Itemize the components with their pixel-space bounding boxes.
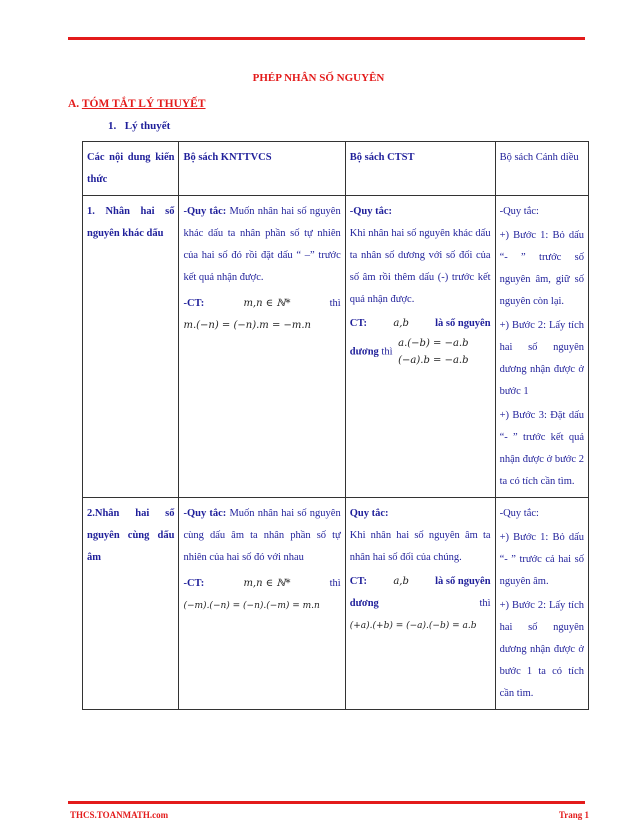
- ct-vars: a,b: [393, 576, 409, 587]
- kntt-ct-line: [183, 293, 340, 315]
- canhdieu-line: +) Bước 2: Lấy tích hai số nguyên dương nhận được ở bước 1 ta có tích cần tìm.: [499, 600, 584, 699]
- ctst-rule-label: -Quy tắc:: [349, 206, 393, 217]
- ctst-formula-line: [350, 335, 491, 369]
- header-canhdieu: Bộ sách Cánh diều: [495, 142, 588, 196]
- topic-cell: 1. Nhân hai số nguyên khác dấu: [83, 196, 179, 498]
- ct-vars: a,b: [393, 318, 409, 329]
- section-prefix: A.: [68, 98, 82, 110]
- canhdieu-line: +) Bước 3: Đặt dấu “- ” trước kết quả nhận được ở bước 2 ta có tích cần tìm.: [499, 410, 584, 487]
- ct-formula-1: a.(−b) = −a.b: [398, 338, 469, 349]
- canhdieu-line: -Quy tắc:: [499, 206, 539, 217]
- table-header-row: [83, 142, 589, 196]
- ct-condition: m,n ∈ ℕ*: [243, 578, 291, 589]
- table-row: [83, 196, 589, 498]
- subsection-label: Lý thuyết: [124, 120, 171, 132]
- ct-thi: thì: [479, 598, 491, 609]
- kntt-cell: [179, 196, 345, 498]
- canhdieu-line: +) Bước 1: Bỏ dấu “- ” trước cả hai số nguyên âm.: [499, 532, 584, 587]
- page-title: PHÉP NHÂN SỐ NGUYÊN: [252, 72, 385, 84]
- canhdieu-cell: [495, 498, 588, 710]
- ct-formula-2: (−a).b = −a.b: [398, 355, 469, 366]
- ct-text: là số nguyên: [435, 576, 491, 587]
- top-rule: [68, 37, 585, 40]
- rule-label: -Quy tắc:: [183, 206, 227, 217]
- kntt-rule: [183, 201, 340, 289]
- kntt-cell: [179, 498, 345, 710]
- ctst-rule-text: Khi nhân hai số nguyên khác dấu ta nhân số dương với số đối của số âm rồi thêm dấu (-) trước kết quả nhận được.: [349, 228, 491, 305]
- table-row: [83, 498, 589, 710]
- section-label: TÓM TẮT LÝ THUYẾT: [81, 98, 206, 110]
- header-kntt: Bộ sách KNTTVCS: [179, 142, 345, 196]
- topic-cell: 2.Nhân hai số nguyên cùng dấu âm: [83, 498, 179, 710]
- ct-formula-stack: [398, 335, 468, 369]
- kntt-formula: m.(−n) = (−n).m = −m.n: [183, 320, 311, 331]
- ctst-ct-line: [350, 313, 491, 335]
- ct-then: thì: [329, 578, 341, 589]
- header-topic: Các nội dung kiến thức: [83, 142, 179, 196]
- ct-duong: dương: [349, 346, 379, 358]
- ctst-rule-label: Quy tắc:: [349, 508, 389, 519]
- kntt-ct-line: [183, 573, 340, 595]
- ctst-duong-line: [350, 593, 491, 615]
- canhdieu-line: +) Bước 2: Lấy tích hai số nguyên dương nhận được ở bước 1: [499, 320, 584, 397]
- canhdieu-line: -Quy tắc:: [499, 508, 539, 519]
- kntt-rule: [183, 503, 340, 569]
- subsection-number: 1.: [108, 120, 117, 132]
- kntt-formula: (−m).(−n) = (−n).(−m) = m.n: [183, 601, 320, 611]
- rule-label: -Quy tắc:: [183, 508, 227, 519]
- rule-text: Muốn nhân hai số nguyên khác dấu ta nhân phần số tự nhiên của hai số đó rồi đặt dấu “ –” trước kết quả nhận được.: [183, 206, 341, 283]
- ct-label: -CT:: [183, 298, 205, 309]
- ctst-cell: [345, 498, 495, 710]
- footer-page-number: Trang 1: [558, 810, 589, 820]
- ct-then: thì: [329, 298, 341, 309]
- section-heading: [68, 98, 206, 110]
- ct-condition: m,n ∈ ℕ*: [243, 298, 291, 309]
- canhdieu-line: +) Bước 1: Bỏ dấu “- ” trước số nguyên âm, giữ số nguyên còn lại.: [499, 230, 584, 307]
- ctst-cell: [345, 196, 495, 498]
- theory-table: [82, 141, 589, 710]
- footer-site: THCS.TOANMATH.com: [70, 810, 169, 820]
- canhdieu-cell: [495, 196, 588, 498]
- ct-label: -CT:: [183, 578, 205, 589]
- bottom-rule: [68, 801, 585, 804]
- ct-label: CT:: [349, 576, 368, 587]
- rule-text: Muốn nhân hai số nguyên cùng dấu âm ta nhân phần số tự nhiên của hai số đó với nhau: [183, 508, 341, 563]
- ct-thi: thì: [381, 346, 393, 358]
- ct-label: CT:: [349, 318, 368, 329]
- subsection-heading: [108, 120, 170, 132]
- ctst-formula: (+a).(+b) = (−a).(−b) = a.b: [349, 621, 477, 631]
- ct-duong: dương: [349, 598, 379, 609]
- ctst-ct-line: [350, 571, 491, 593]
- ct-text: là số nguyên: [435, 318, 491, 329]
- header-ctst: Bộ sách CTST: [345, 142, 495, 196]
- ctst-rule-text: Khi nhân hai số nguyên âm ta nhân hai số đối của chúng.: [349, 530, 491, 563]
